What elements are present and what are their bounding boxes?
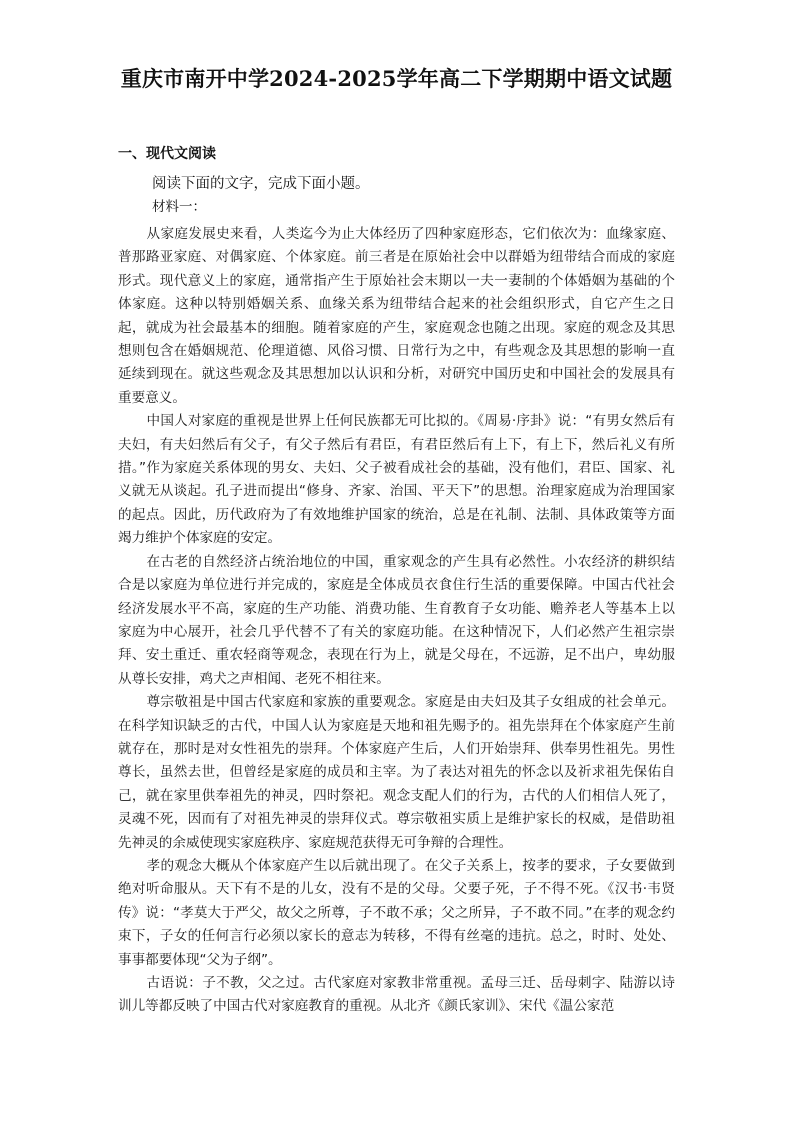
paragraph-economic-basis: 在古老的自然经济占统治地位的中国，重家观念的产生具有必然性。小农经济的耕织结合是以家庭为单位进行并完成的，家庭是全体成员衣食住行生活的重要保障。中国古代社会经济发展水平不高，家庭的生产功能、消费功能、生育教育子女功能、赡养老人等基本上以家庭为中心展开，社会几乎代替不了有关的家庭功能。在这种情况下，人们必然产生祖宗崇拜、安土重迁、重农轻商等观念，表现在行为上，就是父母在，不远游，足不出户，卑幼服从尊长安排，鸡犬之声相闻、老死不相往来。 xyxy=(118,553,675,687)
material-label: 材料一： xyxy=(152,199,206,215)
reading-instruction: 阅读下面的文字，完成下面小题。 xyxy=(152,176,370,192)
paragraph-family-education: 古语说：子不教，父之过。古代家庭对家教非常重视。孟母三迁、岳母刺字、陆游以诗训儿等都反映了中国古代对家庭教育的重视。从北齐《颜氏家训》、宋代《温公家范 xyxy=(118,975,675,1015)
section-heading: 一、现代文阅读 xyxy=(118,146,216,162)
document-title: 重庆市南开中学2024-2025学年高二下学期期中语文试题 xyxy=(120,66,673,91)
paragraph-filial-piety: 孝的观念大概从个体家庭产生以后就出现了。在父子关系上，按孝的要求，子女要做到绝对听命服从。天下有不是的儿女，没有不是的父母。父要子死，子不得不死。《汉书·韦贤传》说：“孝莫大于严父，故父之所尊，子不敢不承；父之所异，子不敢不同。”在孝的观念约束下，子女的任何言行必须以家长的意志为转移，不得有丝毫的违抗。总之，时时、处处、事事都要体现“父为子纲”。 xyxy=(118,857,675,968)
paragraph-family-history: 从家庭发展史来看，人类迄今为止大体经历了四种家庭形态，它们依次为：血缘家庭、普那路亚家庭、对偶家庭、个体家庭。前三者是在原始社会中以群婚为纽带结合而成的家庭形式。现代意义上的家庭，通常指产生于原始社会末期以一夫一妻制的个体婚姻为基础的个体家庭。这种以特别婚姻关系、血缘关系为纽带结合起来的社会组织形式，自它产生之日起，就成为社会最基本的细胞。随着家庭的产生，家庭观念也随之出现。家庭的观念及其思想则包含在婚姻规范、伦理道德、风俗习惯、日常行为之中，有些观念及其思想的影响一直延续到现在。就这些观念及其思想加以认识和分析，对研究中国历史和中国社会的发展具有重要意义。 xyxy=(118,226,675,406)
paragraph-ancestor-worship: 尊宗敬祖是中国古代家庭和家族的重要观念。家庭是由夫妇及其子女组成的社会单元。在科学知识缺乏的古代，中国人认为家庭是天地和祖先赐予的。祖先崇拜在个体家庭产生前就存在，那时是对女性祖先的崇拜。个体家庭产生后，人们开始崇拜、供奉男性祖先。男性尊长，虽然去世，但曾经是家庭的成员和主宰。为了表达对祖先的怀念以及祈求祖先保佑自己，就在家里供奉祖先的神灵，四时祭祀。观念支配人们的行为，古代的人们相信人死了，灵魂不死，因而有了对祖先神灵的崇拜仪式。尊宗敬祖实质上是维护家长的权威，是借助祖先神灵的余威使现实家庭秩序、家庭规范获得无可争辩的合理性。 xyxy=(118,694,675,851)
paragraph-family-importance: 中国人对家庭的重视是世界上任何民族都无可比拟的。《周易·序卦》说：“有男女然后有夫妇，有夫妇然后有父子，有父子然后有君臣，有君臣然后有上下，有上下，然后礼义有所措。”作为家庭关系体现的男女、夫妇、父子被看成社会的基础，没有他们，君臣、国家、礼义就无从谈起。孔子进而提出“修身、齐家、治国、平天下”的思想。治理家庭成为治理国家的起点。因此，历代政府为了有效地维护国家的统治，总是在礼制、法制、具体政策等方面竭力维护个体家庭的安定。 xyxy=(118,413,675,547)
